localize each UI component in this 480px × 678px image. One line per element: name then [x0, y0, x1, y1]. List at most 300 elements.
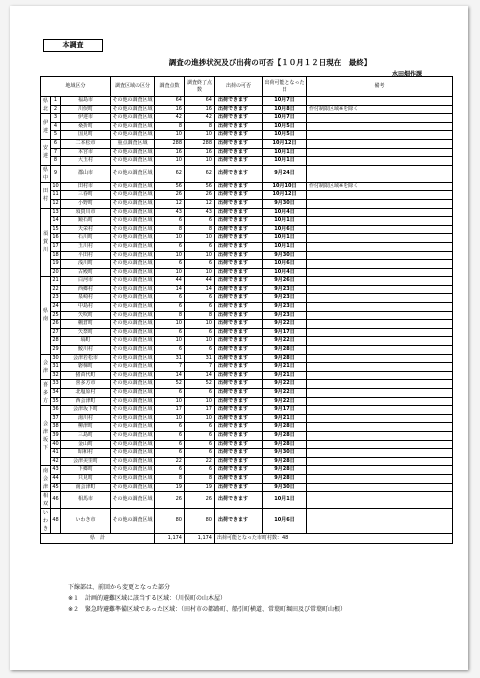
- remarks-cell: [307, 320, 453, 329]
- table-row: [41, 363, 453, 372]
- ship-date: 10月1日: [263, 242, 307, 251]
- completed-count: 288: [185, 139, 215, 148]
- shipping-status: 出荷できます: [215, 122, 263, 131]
- completed-count: 44: [185, 277, 215, 286]
- municipality-name: 須賀川市: [61, 208, 111, 217]
- shipping-status: 出荷できます: [215, 414, 263, 423]
- shipping-status: 出荷できます: [215, 380, 263, 389]
- zone-type: その他の調査区域: [111, 260, 155, 269]
- table-row: [41, 346, 453, 355]
- shipping-status: 出荷できます: [215, 406, 263, 415]
- shipping-status: 出荷できます: [215, 148, 263, 157]
- row-number: 19: [51, 260, 61, 269]
- municipality-name: 小野町: [61, 199, 111, 208]
- completed-count: 6: [185, 294, 215, 303]
- ship-date: 9月28日: [263, 466, 307, 475]
- municipality-name: 泉崎村: [61, 294, 111, 303]
- completed-count: 12: [185, 199, 215, 208]
- remarks-cell: [307, 208, 453, 217]
- surveyed-count: 26: [155, 191, 185, 200]
- shipping-status: 出荷できます: [215, 268, 263, 277]
- shipping-status: 出荷できます: [215, 354, 263, 363]
- shipping-status: 出荷できます: [215, 277, 263, 286]
- remarks-cell: [307, 225, 453, 234]
- ship-date: 9月17日: [263, 406, 307, 415]
- row-number: 32: [51, 371, 61, 380]
- remarks-cell: [307, 285, 453, 294]
- surveyed-count: 6: [155, 389, 185, 398]
- completed-count: 16: [185, 148, 215, 157]
- completed-count: 10: [185, 337, 215, 346]
- remarks-cell: 作付制限区域※を除く: [307, 182, 453, 191]
- zone-type: その他の調査区域: [111, 320, 155, 329]
- row-number: 44: [51, 474, 61, 483]
- row-number: 1: [51, 97, 61, 106]
- zone-type: その他の調査区域: [111, 182, 155, 191]
- row-number: 11: [51, 191, 61, 200]
- table-row: [41, 294, 453, 303]
- completed-count: 6: [185, 260, 215, 269]
- completed-count: 6: [185, 242, 215, 251]
- zone-type: その他の調査区域: [111, 105, 155, 114]
- ship-date: 10月6日: [263, 509, 307, 534]
- remarks-cell: [307, 440, 453, 449]
- table-row: [41, 208, 453, 217]
- shipping-status: 出荷できます: [215, 182, 263, 191]
- row-number: 22: [51, 285, 61, 294]
- zone-type: その他の調査区域: [111, 234, 155, 243]
- row-number: 46: [51, 492, 61, 509]
- row-number: 7: [51, 148, 61, 157]
- municipality-name: 大玉村: [61, 157, 111, 166]
- remarks-cell: [307, 199, 453, 208]
- row-number: 24: [51, 303, 61, 312]
- surveyed-count: 44: [155, 277, 185, 286]
- surveyed-count: 64: [155, 97, 185, 106]
- shipping-status: 出荷できます: [215, 260, 263, 269]
- shipping-status: 出荷できます: [215, 492, 263, 509]
- completed-count: 6: [185, 423, 215, 432]
- surveyed-count: 10: [155, 157, 185, 166]
- region-cell: 南会津: [41, 466, 51, 492]
- surveyed-count: 8: [155, 225, 185, 234]
- surveyed-count: 62: [155, 165, 185, 182]
- table-row: [41, 139, 453, 148]
- table-row: [41, 311, 453, 320]
- remarks-cell: [307, 139, 453, 148]
- table-row: [41, 105, 453, 114]
- remarks-cell: [307, 165, 453, 182]
- zone-type: その他の調査区域: [111, 268, 155, 277]
- ship-date: 10月1日: [263, 492, 307, 509]
- completed-count: 10: [185, 268, 215, 277]
- completed-count: 22: [185, 457, 215, 466]
- surveyed-count: 31: [155, 354, 185, 363]
- remarks-cell: [307, 346, 453, 355]
- table-row: [41, 217, 453, 226]
- remarks-cell: [307, 311, 453, 320]
- table-row: [41, 457, 453, 466]
- municipality-name: 桑折町: [61, 122, 111, 131]
- municipality-name: 只見町: [61, 474, 111, 483]
- completed-count: 6: [185, 328, 215, 337]
- row-number: 18: [51, 251, 61, 260]
- table-row: [41, 165, 453, 182]
- surveyed-count: 14: [155, 371, 185, 380]
- table-row: [41, 260, 453, 269]
- row-number: 4: [51, 122, 61, 131]
- row-number: 6: [51, 139, 61, 148]
- surveyed-count: 42: [155, 114, 185, 123]
- ship-date: 10月1日: [263, 148, 307, 157]
- zone-type: その他の調査区域: [111, 457, 155, 466]
- completed-count: 42: [185, 114, 215, 123]
- ship-date: 9月28日: [263, 346, 307, 355]
- table-row: [41, 191, 453, 200]
- surveyed-count: 16: [155, 148, 185, 157]
- shipping-status: 出荷できます: [215, 131, 263, 140]
- table-row: [41, 354, 453, 363]
- row-number: 33: [51, 380, 61, 389]
- zone-type: その他の調査区域: [111, 242, 155, 251]
- surveyed-count: 80: [155, 509, 185, 534]
- footnotes: [68, 582, 346, 615]
- table-row: [41, 474, 453, 483]
- shipping-status: 出荷できます: [215, 320, 263, 329]
- table-row: [41, 277, 453, 286]
- zone-type: 重点調査区域: [111, 139, 155, 148]
- municipality-name: 金山町: [61, 440, 111, 449]
- row-number: 21: [51, 277, 61, 286]
- surveyed-count: 10: [155, 131, 185, 140]
- zone-type: その他の調査区域: [111, 414, 155, 423]
- completed-count: 6: [185, 466, 215, 475]
- ship-date: 9月28日: [263, 354, 307, 363]
- shipping-status: 出荷できます: [215, 242, 263, 251]
- surveyed-count: 10: [155, 251, 185, 260]
- header-remarks: 備考: [307, 77, 453, 97]
- row-number: 13: [51, 208, 61, 217]
- table-row: [41, 114, 453, 123]
- table-row: [41, 492, 453, 509]
- remarks-cell: [307, 389, 453, 398]
- row-number: 43: [51, 466, 61, 475]
- completed-count: 7: [185, 363, 215, 372]
- ship-date: 10月10日: [263, 182, 307, 191]
- table-row: [41, 268, 453, 277]
- zone-type: その他の調査区域: [111, 114, 155, 123]
- surveyed-count: 7: [155, 363, 185, 372]
- remarks-cell: [307, 328, 453, 337]
- table-row: [41, 431, 453, 440]
- shipping-status: 出荷できます: [215, 191, 263, 200]
- region-cell: 田村: [41, 182, 51, 208]
- remarks-cell: [307, 294, 453, 303]
- completed-count: 26: [185, 191, 215, 200]
- table-row: [41, 423, 453, 432]
- ship-date: 9月22日: [263, 380, 307, 389]
- completed-count: 10: [185, 397, 215, 406]
- remarks-cell: [307, 217, 453, 226]
- surveyed-count: 14: [155, 285, 185, 294]
- table-row: [41, 122, 453, 131]
- row-number: 3: [51, 114, 61, 123]
- surveyed-count: 6: [155, 328, 185, 337]
- remarks-cell: [307, 449, 453, 458]
- remarks-cell: [307, 397, 453, 406]
- shipping-status: 出荷できます: [215, 294, 263, 303]
- surveyed-count: 52: [155, 380, 185, 389]
- surveyed-count: 6: [155, 440, 185, 449]
- ship-date: 9月21日: [263, 414, 307, 423]
- row-number: 17: [51, 242, 61, 251]
- completed-count: 6: [185, 303, 215, 312]
- zone-type: その他の調査区域: [111, 346, 155, 355]
- ship-date: 10月7日: [263, 97, 307, 106]
- remarks-cell: [307, 371, 453, 380]
- ship-date: 9月28日: [263, 457, 307, 466]
- table-row: [41, 320, 453, 329]
- zone-type: その他の調査区域: [111, 97, 155, 106]
- surveyed-count: 10: [155, 234, 185, 243]
- surveyed-count: 16: [155, 105, 185, 114]
- survey-table: [40, 76, 453, 544]
- row-number: 8: [51, 157, 61, 166]
- remarks-cell: [307, 423, 453, 432]
- completed-count: 56: [185, 182, 215, 191]
- region-cell: 喜多方: [41, 380, 51, 406]
- ship-date: 9月24日: [263, 165, 307, 182]
- completed-count: 8: [185, 311, 215, 320]
- shipping-status: 出荷できます: [215, 431, 263, 440]
- table-row: [41, 131, 453, 140]
- header-region: 地域区分: [41, 77, 111, 97]
- completed-count: 14: [185, 371, 215, 380]
- completed-count: 6: [185, 440, 215, 449]
- surveyed-count: 8: [155, 122, 185, 131]
- municipality-name: 南会津町: [61, 483, 111, 492]
- note-line: 下線部は、前回から変更となった部分: [68, 584, 171, 591]
- municipality-name: 玉川村: [61, 242, 111, 251]
- remarks-cell: [307, 260, 453, 269]
- remarks-cell: [307, 268, 453, 277]
- table-row: [41, 234, 453, 243]
- completed-count: 8: [185, 474, 215, 483]
- row-number: 14: [51, 217, 61, 226]
- table-row: [41, 406, 453, 415]
- completed-count: 16: [185, 105, 215, 114]
- row-number: 12: [51, 199, 61, 208]
- table-row: [41, 303, 453, 312]
- surveyed-count: 12: [155, 199, 185, 208]
- municipality-name: 会津美里町: [61, 457, 111, 466]
- table-row: [41, 285, 453, 294]
- table-row: [41, 182, 453, 191]
- ship-date: 10月12日: [263, 139, 307, 148]
- zone-type: その他の調査区域: [111, 303, 155, 312]
- row-number: 35: [51, 397, 61, 406]
- ship-date: 9月21日: [263, 363, 307, 372]
- table-row: [41, 389, 453, 398]
- zone-type: その他の調査区域: [111, 131, 155, 140]
- shipping-status: 出荷できます: [215, 337, 263, 346]
- shipping-status: 出荷できます: [215, 105, 263, 114]
- remarks-cell: [307, 474, 453, 483]
- note-line: ※２ 緊急時避難準備区域であった区域：（田村市の都路町、船引町横道、常葉町堀田及び常葉町山根）: [68, 606, 346, 613]
- ship-date: 10月6日: [263, 260, 307, 269]
- zone-type: その他の調査区域: [111, 122, 155, 131]
- shipping-status: 出荷できます: [215, 328, 263, 337]
- row-number: 30: [51, 354, 61, 363]
- ship-date: 10月1日: [263, 157, 307, 166]
- zone-type: その他の調査区域: [111, 251, 155, 260]
- shipping-status: 出荷できます: [215, 217, 263, 226]
- municipality-name: 鏡石町: [61, 217, 111, 226]
- completed-count: 19: [185, 483, 215, 492]
- municipality-name: 鮫川村: [61, 346, 111, 355]
- zone-type: その他の調査区域: [111, 406, 155, 415]
- row-number: 16: [51, 234, 61, 243]
- shipping-status: 出荷できます: [215, 165, 263, 182]
- surveyed-count: 6: [155, 217, 185, 226]
- surveyed-count: 6: [155, 260, 185, 269]
- shipping-status: 出荷できます: [215, 423, 263, 432]
- remarks-cell: [307, 492, 453, 509]
- completed-count: 6: [185, 389, 215, 398]
- zone-type: その他の調査区域: [111, 423, 155, 432]
- remarks-cell: [307, 431, 453, 440]
- region-cell: 県南: [41, 277, 51, 354]
- surveyed-count: 10: [155, 397, 185, 406]
- municipality-name: 猪苗代町: [61, 371, 111, 380]
- surveyed-count: 6: [155, 346, 185, 355]
- completed-count: 6: [185, 217, 215, 226]
- ship-date: 9月30日: [263, 251, 307, 260]
- remarks-cell: [307, 242, 453, 251]
- zone-type: その他の調査区域: [111, 449, 155, 458]
- ship-date: 10月1日: [263, 234, 307, 243]
- zone-type: その他の調査区域: [111, 440, 155, 449]
- surveyed-count: 288: [155, 139, 185, 148]
- shipping-status: 出荷できます: [215, 509, 263, 534]
- completed-count: 6: [185, 346, 215, 355]
- row-number: 27: [51, 328, 61, 337]
- table-header: [41, 77, 453, 97]
- ship-date: 9月28日: [263, 474, 307, 483]
- remarks-cell: [307, 414, 453, 423]
- table-row: [41, 225, 453, 234]
- zone-type: その他の調査区域: [111, 208, 155, 217]
- remarks-cell: 作付制限区域※を除く: [307, 105, 453, 114]
- row-number: 25: [51, 311, 61, 320]
- municipality-name: 郡山市: [61, 165, 111, 182]
- remarks-cell: [307, 97, 453, 106]
- ship-date: 10月1日: [263, 217, 307, 226]
- municipality-name: 会津若松市: [61, 354, 111, 363]
- shipping-status: 出荷できます: [215, 311, 263, 320]
- row-number: 29: [51, 346, 61, 355]
- note-line: ※１ 計画的避難区域に該当する区域：（川俣町の山木屋）: [68, 595, 227, 602]
- municipality-name: 北塩原村: [61, 389, 111, 398]
- zone-type: その他の調査区域: [111, 225, 155, 234]
- remarks-cell: [307, 114, 453, 123]
- header-surveyed: 調査点数: [155, 77, 185, 97]
- completed-count: 6: [185, 431, 215, 440]
- remarks-cell: [307, 483, 453, 492]
- surveyed-count: 22: [155, 457, 185, 466]
- row-number: 34: [51, 389, 61, 398]
- remarks-cell: [307, 303, 453, 312]
- municipality-name: 三春町: [61, 191, 111, 200]
- table-row: [41, 440, 453, 449]
- surveyed-count: 6: [155, 303, 185, 312]
- surveyed-count: 56: [155, 182, 185, 191]
- completed-count: 10: [185, 157, 215, 166]
- surveyed-count: 26: [155, 492, 185, 509]
- ship-date: 9月22日: [263, 320, 307, 329]
- municipality-name: 田村市: [61, 182, 111, 191]
- remarks-cell: [307, 251, 453, 260]
- zone-type: その他の調査区域: [111, 311, 155, 320]
- row-number: 5: [51, 131, 61, 140]
- municipality-name: 塙町: [61, 337, 111, 346]
- completed-count: 14: [185, 285, 215, 294]
- completed-count: 31: [185, 354, 215, 363]
- row-number: 42: [51, 457, 61, 466]
- municipality-name: 平田村: [61, 251, 111, 260]
- shipping-status: 出荷できます: [215, 457, 263, 466]
- shipping-status: 出荷できます: [215, 199, 263, 208]
- municipality-name: 白河市: [61, 277, 111, 286]
- ship-date: 9月23日: [263, 294, 307, 303]
- completed-count: 10: [185, 320, 215, 329]
- ship-date: 9月23日: [263, 311, 307, 320]
- table-row: [41, 380, 453, 389]
- municipality-name: 三島町: [61, 431, 111, 440]
- row-number: 37: [51, 414, 61, 423]
- municipality-name: 矢吹町: [61, 311, 111, 320]
- zone-type: その他の調査区域: [111, 431, 155, 440]
- shipping-status: 出荷できます: [215, 363, 263, 372]
- total-summary: 出荷可能となった市町村数：48: [215, 534, 453, 544]
- completed-count: 8: [185, 122, 215, 131]
- remarks-cell: [307, 509, 453, 534]
- zone-type: その他の調査区域: [111, 492, 155, 509]
- completed-count: 10: [185, 131, 215, 140]
- shipping-status: 出荷できます: [215, 474, 263, 483]
- remarks-cell: [307, 277, 453, 286]
- zone-type: その他の調査区域: [111, 371, 155, 380]
- shipping-status: 出荷できます: [215, 97, 263, 106]
- table-row: [41, 251, 453, 260]
- shipping-status: 出荷できます: [215, 389, 263, 398]
- municipality-name: 石川町: [61, 234, 111, 243]
- municipality-name: いわき市: [61, 509, 111, 534]
- surveyed-count: 10: [155, 268, 185, 277]
- municipality-name: 二本松市: [61, 139, 111, 148]
- zone-type: その他の調査区域: [111, 217, 155, 226]
- municipality-name: 国見町: [61, 131, 111, 140]
- table-row: [41, 466, 453, 475]
- ship-date: 9月21日: [263, 371, 307, 380]
- surveyed-count: 43: [155, 208, 185, 217]
- row-number: 15: [51, 225, 61, 234]
- region-cell: 県中: [41, 165, 51, 182]
- remarks-cell: [307, 157, 453, 166]
- municipality-name: 相馬市: [61, 492, 111, 509]
- remarks-cell: [307, 148, 453, 157]
- surveyed-count: 6: [155, 449, 185, 458]
